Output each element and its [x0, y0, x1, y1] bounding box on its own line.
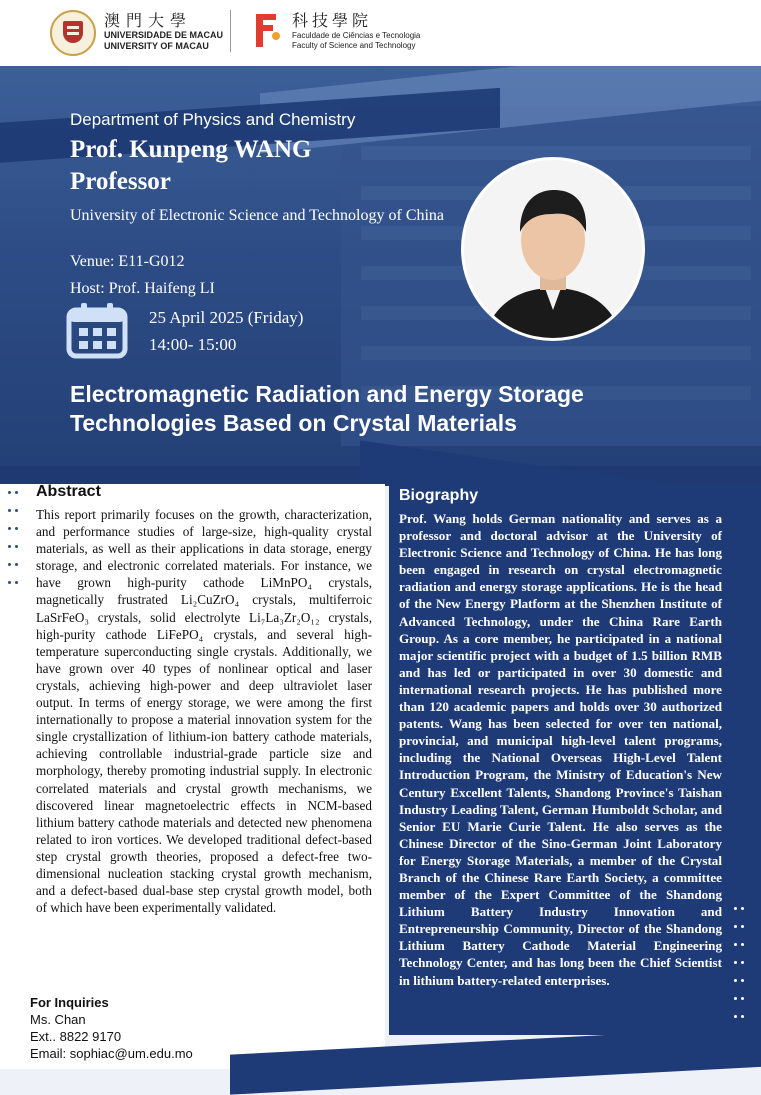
- event-date: 25 April 2025 (Friday): [149, 308, 304, 327]
- speaker-name: Prof. Kunpeng WANG: [70, 136, 312, 163]
- um-name-chinese: 澳門大學: [104, 11, 193, 30]
- biography-text: Prof. Wang holds German nationality and serves as a professor and doctoral advisor at the University of Electronic Science and Technology of China. He has long been engaged in research on crystal electromagnetic radiation and energy storage applications. He is the head of the New Energy Platform at the Shenzhen Institute of Advanced Technology, under the China Rare Earth Group. As a core member, he participated in a national major scientific project with a budget of 1.5 billion RMB and has led or participated in over 30 domestic and international research projects. He has published more than 120 academic papers and holds over 30 authorized patents. Wang has been selected for over ten national, provincial, and municipal high-level talent programs, including the National Overseas High-Level Talent Introduction Program, the Ministry of Education's New Century Excellent Talents, Shandong Province's Taishan Industry Leading Talent, German Humboldt Scholar, and Senior EU Marie Curie Talent. He also serves as the Chinese Director of the Sino-German Joint Laboratory for Energy Storage Materials, a member of the Crystal Branch of the Chinese Rare Earth Society, a committee member of the Expert Committee of the Shandong Lithium Battery Industry Innovation and Entrepreneurship Community, Director of the Shandong Lithium Battery Cathode Material Engineering Technology Center, and has long been the Chief Scientist in lithium battery-related enterprises.: [399, 511, 722, 988]
- header-divider: [230, 10, 231, 52]
- department-name: Department of Physics and Chemistry: [70, 110, 356, 129]
- speaker-affiliation: University of Electronic Science and Technology of China: [70, 207, 445, 224]
- speaker-photo: [461, 157, 645, 341]
- inquiries-contact: Ms. Chan: [30, 1012, 86, 1027]
- talk-title: Electromagnetic Radiation and Energy Storage Technologies Based on Crystal Materials: [70, 381, 584, 436]
- inquiries-email[interactable]: Email: sophiac@um.edu.mo: [30, 1046, 193, 1061]
- fst-logo-icon: [254, 12, 282, 50]
- calendar-icon: [66, 302, 128, 360]
- fst-name-chinese: 科技學院: [292, 11, 373, 30]
- speaker-title: Professor: [70, 168, 171, 195]
- um-name-english: UNIVERSITY OF MACAU: [104, 41, 209, 51]
- abstract-heading: Abstract: [36, 483, 101, 500]
- fst-name-english: Faculty of Science and Technology: [292, 41, 416, 50]
- biography-heading: Biography: [399, 487, 479, 504]
- inquiries-block: [30, 994, 193, 1062]
- venue: Venue: E11-G012: [70, 253, 185, 270]
- dot-pattern-left: [8, 490, 32, 598]
- um-name-portuguese: UNIVERSIDADE DE MACAU: [104, 30, 224, 40]
- inquiries-ext: Ext.. 8822 9170: [30, 1029, 122, 1044]
- inquiries-heading: For Inquiries: [30, 995, 109, 1010]
- event-time: 14:00- 15:00: [149, 335, 237, 354]
- um-crest-icon: [50, 10, 96, 56]
- fst-name-portuguese: Faculdade de Ciências e Tecnologia: [292, 31, 421, 40]
- abstract-text: This report primarily focuses on the growth, characterization, and performance studies of large-size, high-quality crystal materials, as well as their applications in data storage, energy storage, and electronic correlated materials. For instance, we have grown high-purity cathode LiMnPO₄ crystals, magnetically frustrated Li₂CuZrO₄ crystals, multiferroic LaSrFeO₃ crystals, solid electrolyte Li₇La₃Zr₂O₁₂ crystals, high-purity cathode LiFePO₄ crystals, and several high-temperature superconducting single crystals. Additionally, we have grown over 40 types of nonlinear optical and laser crystals, achieving high-power and deep ultraviolet laser output. In terms of energy storage, we were among the first internationally to propose a material innovation system for the single crystallization of lithium-ion battery cathode materials, achieving controllable industrial-grade particle size and morphology, thereby promoting industrial supply. In electronic correlated materials and crystal growth mechanisms, we discovered linear magnetoelectric effects in NCM-based lithium battery cathode materials and detected new phenomena related to iron vortices. We developed traditional defect-based step crystal growth theories, proposed a defect-free two-dimensional nucleation stacking crystal growth mechanism, and a defect-based dual-base step crystal growth model, both of which have been experimentally validated.: [36, 507, 372, 916]
- header-bar: [0, 0, 761, 66]
- host: Host: Prof. Haifeng LI: [70, 280, 215, 297]
